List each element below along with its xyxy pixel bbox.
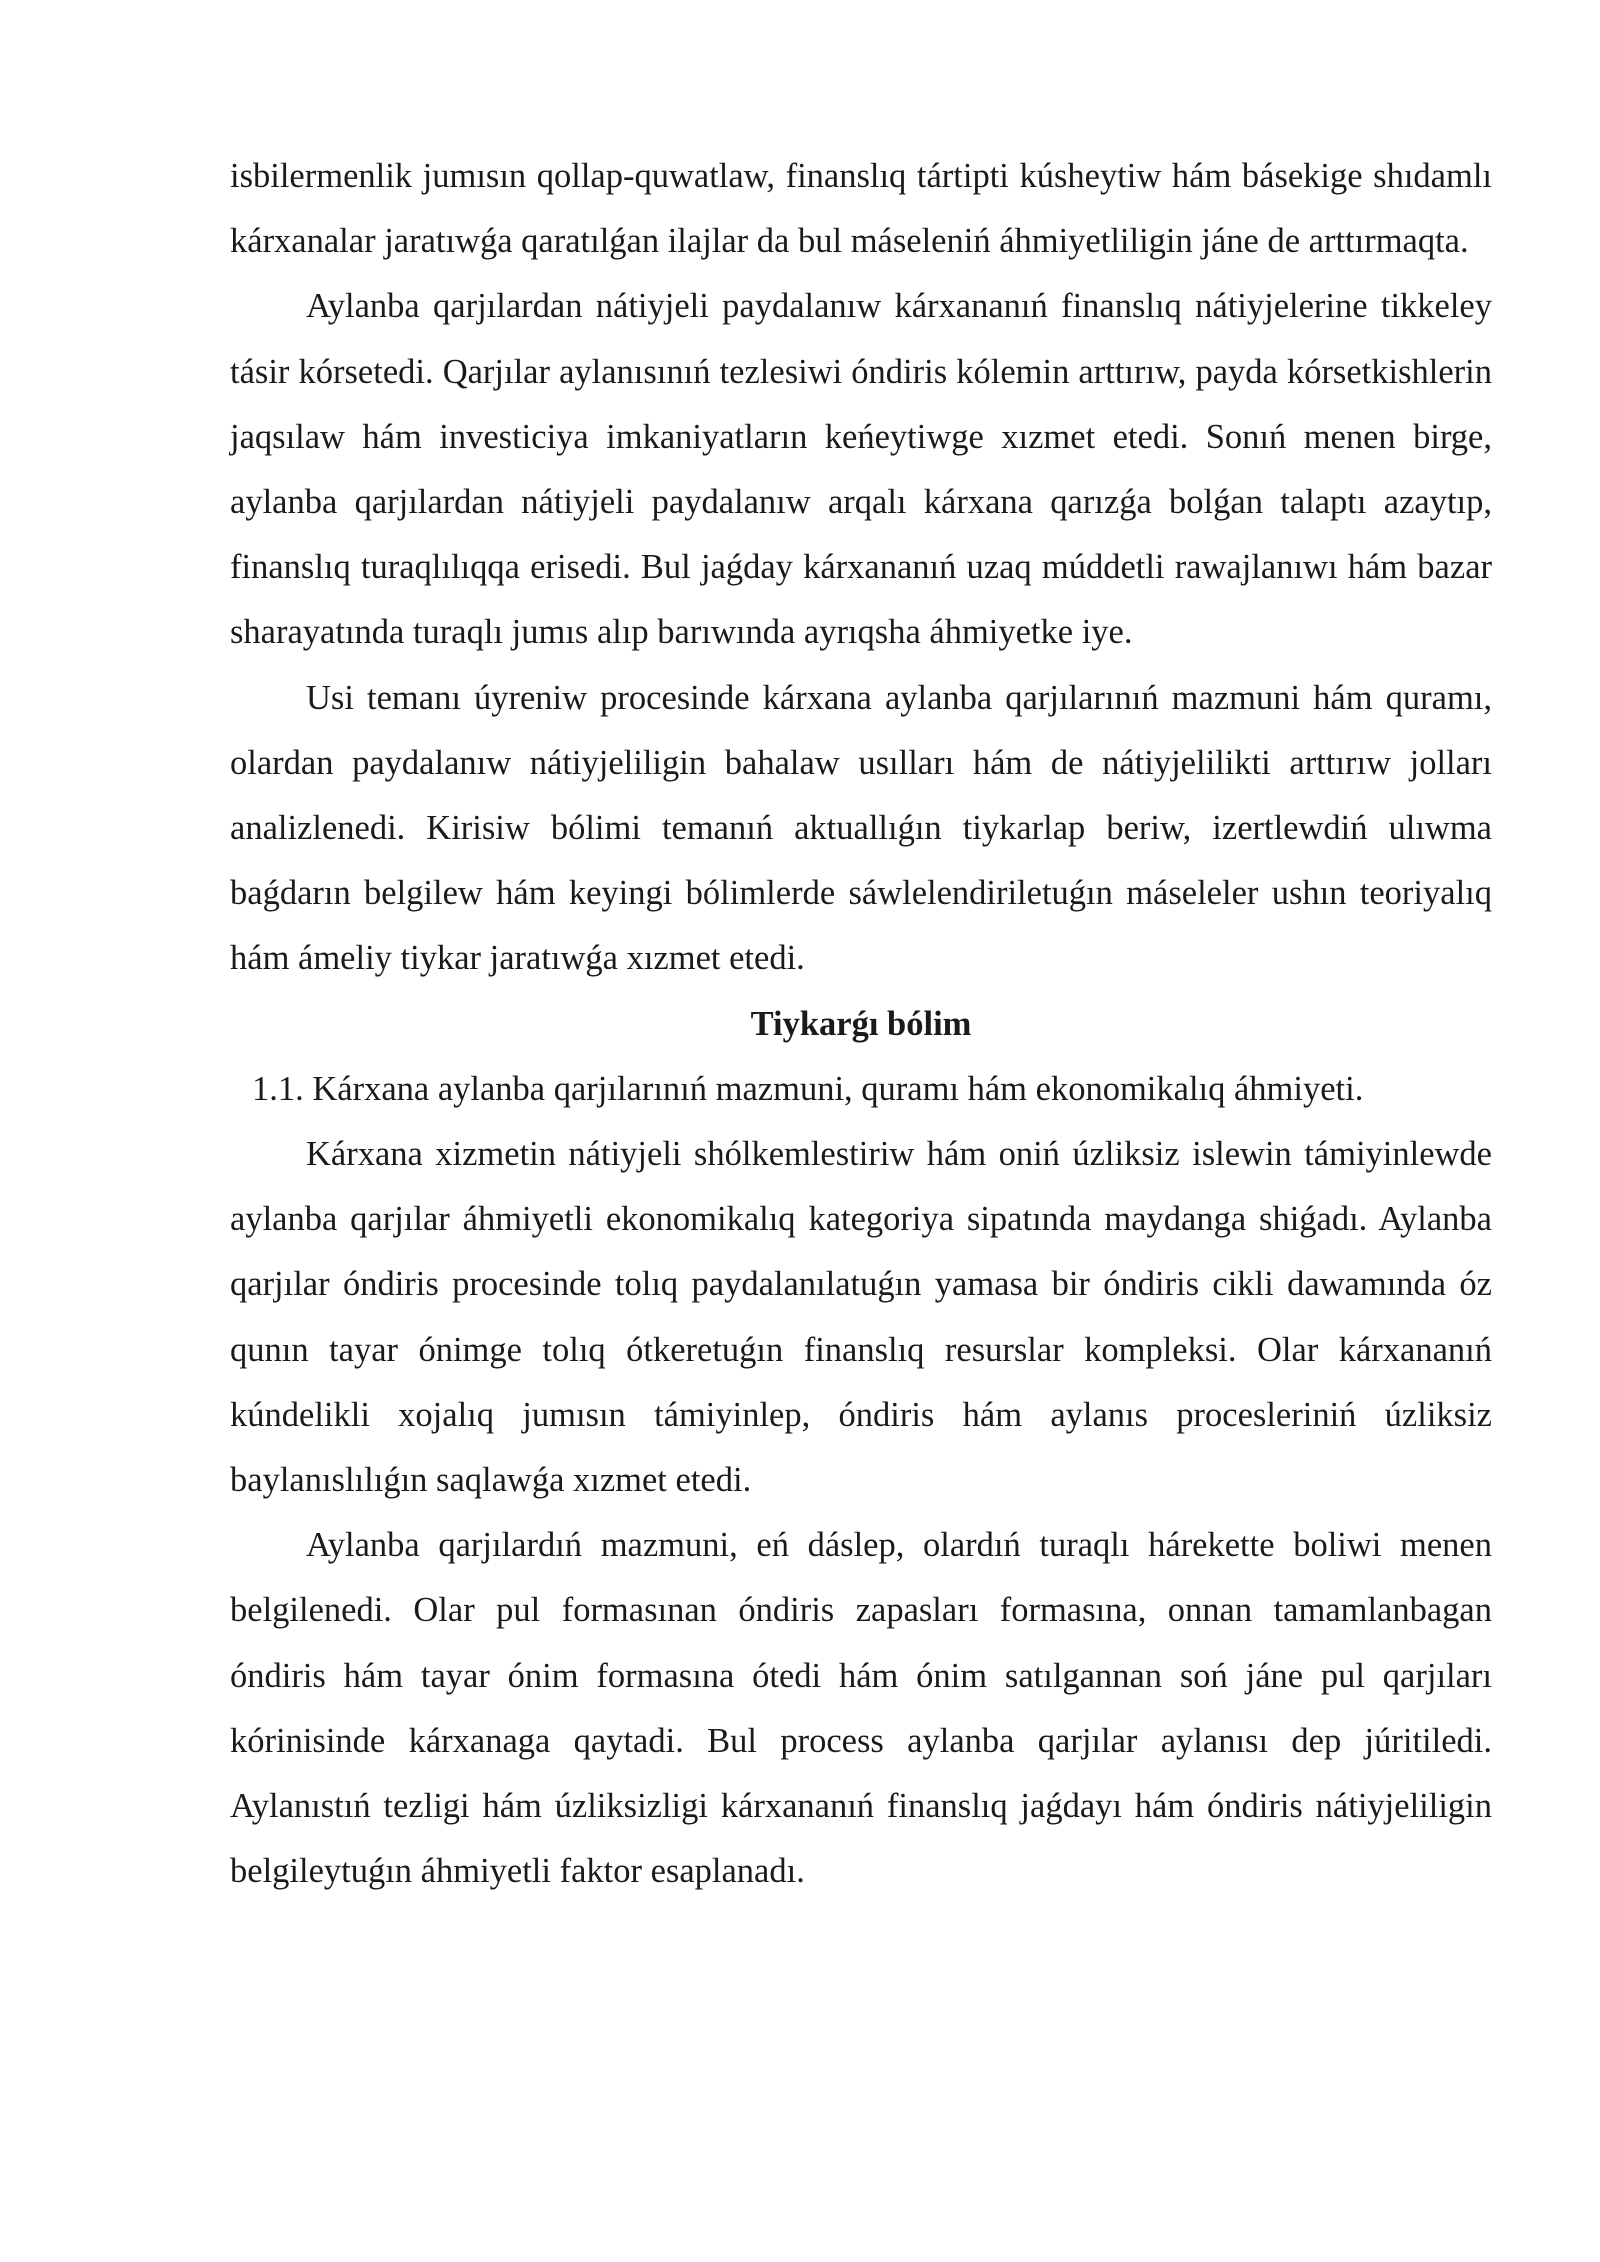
paragraph-financial-results: Aylanba qarjılardan nátiyjeli paydalanıw kárxananıń finanslıq nátiyjelerine tikkeley tásir kórsetedi. Qarjılar aylanısınıń tezlesiwi óndiris kólemin arttırıw, payda kórsetkishlerin jaqsılaw hám investiciya imkaniyatların keńeytiwge xızmet etedi. Sonıń menen birge, aylanba qarjılardan nátiyjeli paydalanıw arqalı kárxana qarızǵa bolǵan talaptı azaytıp, finanslıq turaqlılıqqa erisedi. Bul jaǵday kárxananıń uzaq múddetli rawajlanıwı hám bazar sharayatında turaqlı jumıs alıp barıwında ayrıqsha áhmiyetke iye.	[230, 287, 1492, 652]
paragraph-study-scope: Usi temanı úyreniw procesinde kárxana aylanba qarjılarınıń mazmuni hám quramı, olardan paydalanıw nátiyjeliligin bahalaw usılları hám de nátiyjelilikti arttırıw jolları analizlenedi. Kirisiw bólimi temanıń aktuallıǵın tiykarlap beriw, izertlewdiń ulıwma baǵdarın belgilew hám keyingi bólimlerde sáwlelendiriletuǵın máseleler ushın teoriyalıq hám ámeliy tiykar jaratıwǵa xızmet etedi.	[230, 678, 1492, 978]
paragraph-working-capital-content: Aylanba qarjılardıń mazmuni, eń dáslep, olardıń turaqlı hárekette boliwi menen belgilenedi. Olar pul formasınan óndiris zapasları formasına, onnan tamamlanbagan óndiris hám tayar ónim formasına ótedi hám ónim satılgannan soń jáne pul qarjıları kórinisinde kárxanaga qaytadi. Bul process aylanba qarjılar aylanısı dep júritiledi. Aylanıstıń tezligi hám úzliksizligi kárxananıń finanslıq jaǵdayı hám óndiris nátiyjeliligin belgileytuǵın áhmiyetli faktor esaplanadı.	[230, 1526, 1492, 1891]
subsection-title: 1.1. Kárxana aylanba qarjılarınıń mazmuni, quramı hám ekonomikalıq áhmiyeti.	[252, 1069, 1364, 1108]
paragraph-working-capital-definition: Kárxana xizmetin nátiyjeli shólkemlestiriw hám oniń úzliksiz islewin támiyinlewde aylanba qarjılar áhmiyetli ekonomikalıq kategoriya sipatında maydanga shiǵadı. Aylanba qarjılar óndiris procesinde tolıq paydalanılatuǵın yamasa bir óndiris cikli dawamında óz qunın tayar ónimge tolıq ótkeretuǵın finanslıq resurslar kompleksi. Olar kárxananıń kúndelikli xojalıq jumısın támiyinlep, óndiris hám aylanıs procesleriniń úzliksiz baylanıslılıǵın saqlawǵa xızmet etedi.	[230, 1135, 1492, 1500]
paragraph-intro-continuation: isbilermenlik jumısın qollap-quwatlaw, finanslıq tártipti kúsheytiw hám básekige shıdamlı kárxanalar jaratıwǵa qaratılǵan ilajlar da bul máseleniń áhmiyetliligin jáne de arttırmaqta.	[230, 157, 1492, 261]
section-title: Tiykarǵı bólim	[750, 1004, 972, 1043]
document-page	[230, 144, 1492, 1904]
